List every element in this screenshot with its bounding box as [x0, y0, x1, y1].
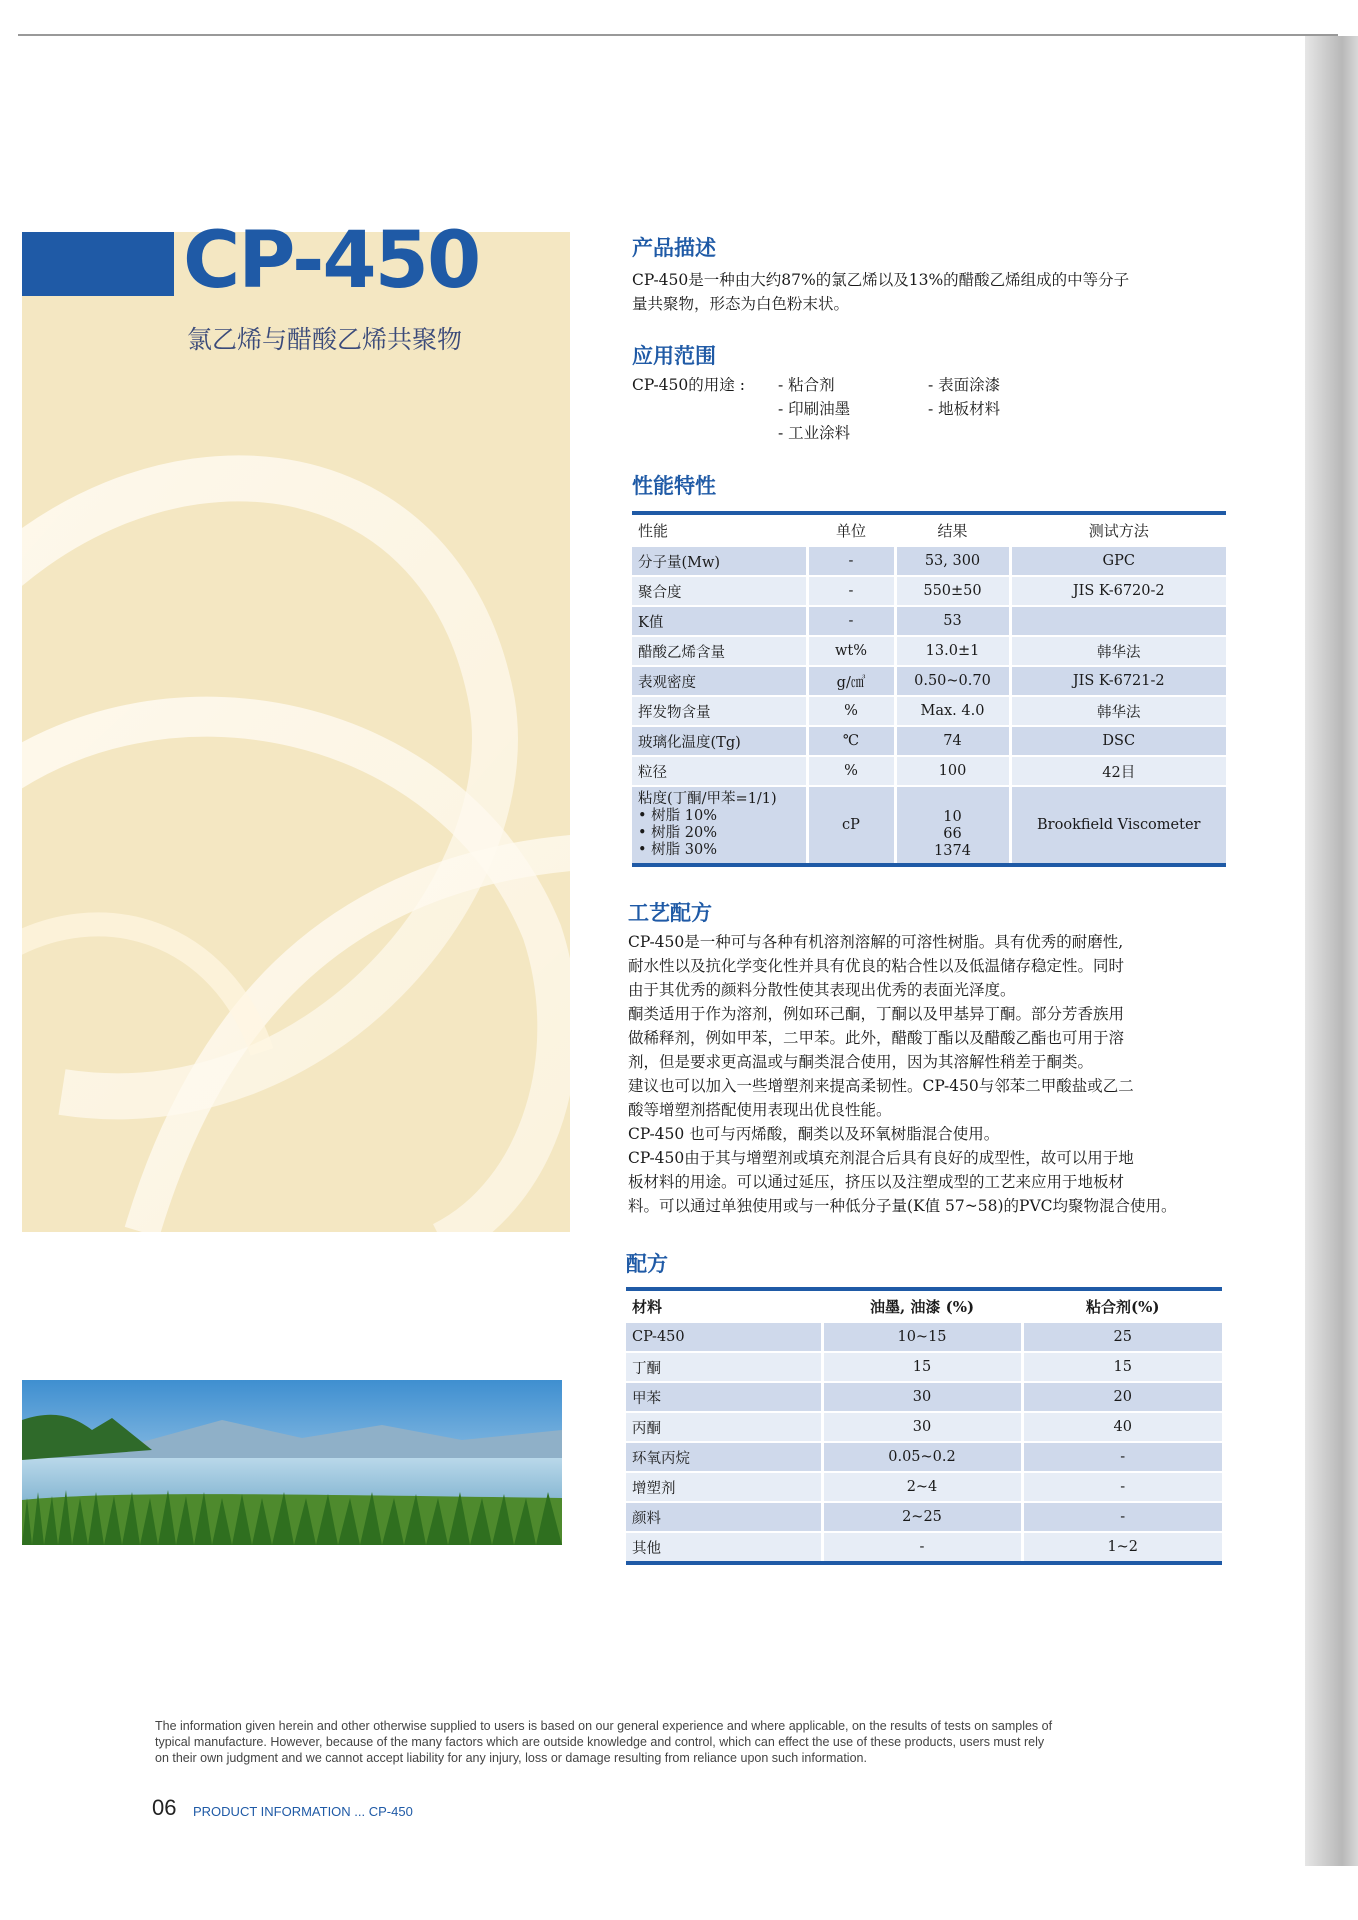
viscosity-sub: • 树脂 30%: [638, 842, 717, 858]
column-header: 性能: [632, 513, 807, 546]
description-line: 量共聚物，形态为白色粉末状。: [632, 295, 850, 313]
property-name: 挥发物含量: [632, 696, 807, 726]
process-line: 由于其优秀的颜料分散性使其表现出优秀的表面光泽度。: [628, 981, 1016, 999]
property-method: 42目: [1010, 756, 1226, 786]
application-item: - 表面涂漆: [928, 376, 1001, 394]
property-name: [632, 786, 807, 865]
table-row: [632, 576, 1226, 606]
description-text: [632, 268, 1129, 316]
description-line: CP-450是一种由大约87%的氯乙烯以及13%的醋酸乙烯组成的中等分子: [632, 271, 1130, 289]
formula-adhesive: -: [1022, 1502, 1222, 1532]
top-margin: [0, 0, 1358, 36]
property-unit: cP: [807, 786, 895, 865]
property-method: JIS K-6721-2: [1010, 666, 1226, 696]
formula-ink: 15: [822, 1352, 1022, 1382]
property-unit: -: [807, 546, 895, 576]
property-name: 粒径: [632, 756, 807, 786]
process-line: CP-450是一种可与各种有机溶剂溶解的可溶性树脂。具有优秀的耐磨性,: [628, 933, 1124, 951]
property-unit: ℃: [807, 726, 895, 756]
process-line: 剂，但是要求更高温或与酮类混合使用，因为其溶解性稍差于酮类。: [628, 1053, 1094, 1071]
property-method: DSC: [1010, 726, 1226, 756]
application-item: - 粘合剂: [778, 376, 835, 394]
disclaimer-line: on their own judgment and we cannot accept liability for any injury, loss or damage resulting from reliance upon such information.: [155, 1751, 867, 1765]
property-name: 聚合度: [632, 576, 807, 606]
property-result: 53: [895, 606, 1010, 636]
property-result: 100: [895, 756, 1010, 786]
formula-material: CP-450: [626, 1322, 822, 1352]
table-row: [632, 756, 1226, 786]
table-row: [626, 1382, 1222, 1412]
property-method: 韩华法: [1010, 696, 1226, 726]
property-name: 分子量(Mw): [632, 546, 807, 576]
table-row: [632, 696, 1226, 726]
process-text: [628, 930, 1177, 1218]
property-result: 0.50~0.70: [895, 666, 1010, 696]
property-name: 醋酸乙烯含量: [632, 636, 807, 666]
process-line: 板材料的用途。可以通过延压，挤压以及注塑成型的工艺来应用于地板材: [628, 1173, 1125, 1191]
viscosity-sub: • 树脂 10%: [638, 808, 717, 824]
disclaimer-line: The information given herein and other otherwise supplied to users is based on our general experience and where applicable, on the results of tests on samples of: [155, 1719, 1053, 1733]
formula-ink: -: [822, 1532, 1022, 1563]
process-line: 建议也可以加入一些增塑剂来提高柔韧性。CP-450与邻苯二甲酸盐或乙二: [628, 1077, 1134, 1095]
property-method: [1010, 606, 1226, 636]
column-header: 材料: [626, 1289, 822, 1322]
application-heading: 应用范围: [632, 344, 716, 368]
formula-material: 增塑剂: [626, 1472, 822, 1502]
table-row: [626, 1412, 1222, 1442]
formula-ink: 2~4: [822, 1472, 1022, 1502]
property-result: Max. 4.0: [895, 696, 1010, 726]
viscosity-result: 66: [943, 825, 962, 842]
viscosity-result: 10: [943, 808, 962, 825]
table-header-row: [626, 1289, 1222, 1322]
property-name: 表观密度: [632, 666, 807, 696]
page-number: 06: [152, 1795, 177, 1820]
process-line: 酸等增塑剂搭配使用表现出优良性能。: [628, 1101, 892, 1119]
table-row: [626, 1502, 1222, 1532]
property-name: K值: [632, 606, 807, 636]
property-result: 13.0±1: [895, 636, 1010, 666]
properties-heading: 性能特性: [632, 474, 716, 498]
property-result: 550±50: [895, 576, 1010, 606]
process-line: 料。可以通过单独使用或与一种低分子量(K值 57~58)的PVC均聚物混合使用。: [628, 1197, 1177, 1215]
table-row: [632, 606, 1226, 636]
property-method: 韩华法: [1010, 636, 1226, 666]
property-unit: -: [807, 606, 895, 636]
table-header-row: [632, 513, 1226, 546]
process-line: CP-450 也可与丙烯酸，酮类以及环氧树脂混合使用。: [628, 1125, 1000, 1143]
formula-material: 甲苯: [626, 1382, 822, 1412]
property-result: 53, 300: [895, 546, 1010, 576]
formula-adhesive: 40: [1022, 1412, 1222, 1442]
property-method: GPC: [1010, 546, 1226, 576]
property-unit: %: [807, 756, 895, 786]
properties-table: [632, 511, 1226, 867]
application-item: - 地板材料: [928, 400, 1001, 418]
disclaimer-line: typical manufacture. However, because of the many factors which are outside knowledge and control, which can effect the use of these products, users must rely: [155, 1735, 1045, 1749]
formula-ink: 2~25: [822, 1502, 1022, 1532]
table-row: [632, 666, 1226, 696]
formula-material: 其他: [626, 1532, 822, 1563]
process-heading: 工艺配方: [628, 901, 712, 925]
disclaimer: [155, 1718, 1215, 1766]
table-row-viscosity: [632, 786, 1226, 865]
application-lead: CP-450的用途 :: [632, 376, 745, 394]
formula-ink: 10~15: [822, 1322, 1022, 1352]
application-item: - 工业涂料: [778, 424, 851, 442]
formula-adhesive: -: [1022, 1472, 1222, 1502]
formula-adhesive: 25: [1022, 1322, 1222, 1352]
formula-adhesive: 1~2: [1022, 1532, 1222, 1563]
decorative-panel: [22, 232, 570, 1232]
formula-heading: 配方: [626, 1252, 668, 1276]
property-result: [895, 786, 1010, 865]
formula-adhesive: 20: [1022, 1382, 1222, 1412]
formula-table: [626, 1287, 1222, 1565]
table-row: [632, 636, 1226, 666]
table-row: [626, 1442, 1222, 1472]
application-item: - 印刷油墨: [778, 400, 851, 418]
process-line: CP-450由于其与增塑剂或填充剂混合后具有良好的成型性，故可以用于地: [628, 1149, 1134, 1167]
property-unit: -: [807, 576, 895, 606]
formula-ink: 30: [822, 1412, 1022, 1442]
formula-material: 丁酮: [626, 1352, 822, 1382]
viscosity-sub: • 树脂 20%: [638, 825, 717, 841]
page-edge-shadow: [1305, 36, 1358, 1866]
title-accent-bar: [22, 232, 174, 296]
formula-material: 环氧丙烷: [626, 1442, 822, 1472]
viscosity-result: 1374: [934, 842, 971, 859]
process-line: 酮类适用于作为溶剂，例如环己酮，丁酮以及甲基异丁酮。部分芳香族用: [628, 1005, 1125, 1023]
property-method: Brookfield Viscometer: [1010, 786, 1226, 865]
table-row: [626, 1532, 1222, 1563]
formula-adhesive: -: [1022, 1442, 1222, 1472]
table-row: [626, 1322, 1222, 1352]
column-header: 结果: [895, 513, 1010, 546]
page-label: PRODUCT INFORMATION ... CP-450: [193, 1804, 413, 1819]
product-subtitle: 氯乙烯与醋酸乙烯共聚物: [187, 325, 463, 354]
formula-ink: 0.05~0.2: [822, 1442, 1022, 1472]
column-header: 粘合剂(%): [1022, 1289, 1222, 1322]
property-unit: g/㎤: [807, 666, 895, 696]
formula-material: 颜料: [626, 1502, 822, 1532]
table-row: [632, 726, 1226, 756]
property-unit: wt%: [807, 636, 895, 666]
landscape-image: [22, 1380, 562, 1545]
formula-adhesive: 15: [1022, 1352, 1222, 1382]
property-unit: %: [807, 696, 895, 726]
process-line: 做稀释剂，例如甲苯，二甲苯。此外，醋酸丁酯以及醋酸乙酯也可用于溶: [628, 1029, 1125, 1047]
process-line: 耐水性以及抗化学变化性并具有优良的粘合性以及低温储存稳定性。同时: [628, 957, 1125, 975]
column-header: 油墨, 油漆 (%): [822, 1289, 1022, 1322]
column-header: 单位: [807, 513, 895, 546]
top-rule: [18, 34, 1338, 36]
formula-material: 丙酮: [626, 1412, 822, 1442]
product-title: CP-450: [183, 216, 480, 306]
table-row: [632, 546, 1226, 576]
column-header: 测试方法: [1010, 513, 1226, 546]
property-method: JIS K-6720-2: [1010, 576, 1226, 606]
description-heading: 产品描述: [632, 236, 716, 260]
formula-ink: 30: [822, 1382, 1022, 1412]
property-name: 玻璃化温度(Tg): [632, 726, 807, 756]
swirl-graphic: [22, 232, 570, 1232]
table-row: [626, 1352, 1222, 1382]
table-row: [626, 1472, 1222, 1502]
property-result: 74: [895, 726, 1010, 756]
viscosity-label: 粘度(丁酮/甲苯=1/1): [638, 791, 777, 807]
